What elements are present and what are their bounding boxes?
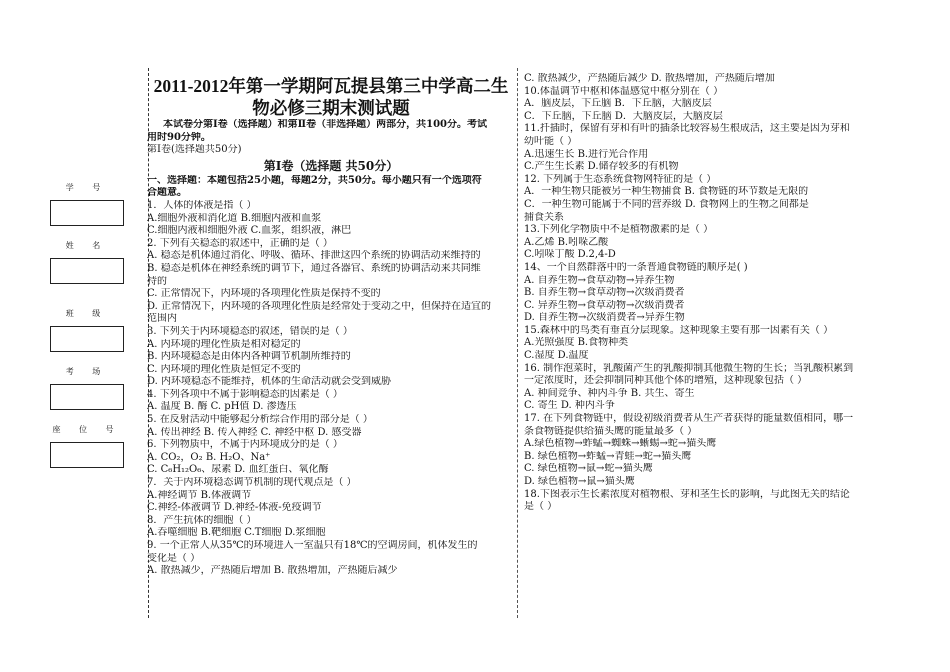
section-one-intro-cont: 合题意。 bbox=[147, 187, 187, 199]
question-line: C.湿度 D.温度 bbox=[524, 350, 589, 362]
question-line: D. 内环境稳态不能维持，机体的生命活动就会受到威胁 bbox=[147, 376, 392, 388]
question-line: A. 散热减少，产热随后增加 B. 散热增加，产热随后减少 bbox=[147, 565, 398, 577]
question-line: 9. 一个正常人从35℃的环境进入一室温只有18℃的空调房间，机体发生的 bbox=[147, 540, 478, 551]
question-line: 16. 制作泡菜时，乳酸菌产生的乳酸抑制其他微生物的生长；当乳酸积累到 bbox=[524, 362, 854, 374]
question-line: 7．关于内环境稳态调节机制的现代观点是（ ） bbox=[147, 477, 357, 489]
class-field bbox=[50, 308, 124, 352]
question-line: D. 绿色植物→鼠→猫头鹰 bbox=[524, 476, 635, 487]
seat-no-label: 座 位 号 bbox=[52, 425, 122, 434]
exam-room-field bbox=[50, 366, 124, 410]
instructions-line-2: 用时90分钟。 bbox=[147, 131, 211, 143]
question-line: A. 自养生物→食草动物→异养生物 bbox=[524, 274, 675, 286]
name-label: 姓 名 bbox=[65, 241, 109, 250]
class-box[interactable] bbox=[50, 326, 124, 352]
class-label: 班 级 bbox=[65, 309, 109, 318]
question-line: 5. 在反射活动中能够起分析综合作用的部分是（ ） bbox=[147, 414, 373, 426]
question-line: 1．人体的体液是指（ ） bbox=[147, 199, 257, 211]
question-line: 8．产生抗体的细胞（ ） bbox=[147, 514, 257, 526]
question-line: A.乙烯 B.吲哚乙酸 bbox=[524, 236, 609, 248]
question-line: C.产生生长素 D.储存较多的有机物 bbox=[524, 161, 679, 173]
instructions-line-1: 本试卷分第Ⅰ卷（选择题）和第Ⅱ卷（非选择题）两部分，共100分。考试 bbox=[163, 119, 487, 130]
question-line: A. 种间竞争、种内斗争 B. 共生、寄生 bbox=[524, 387, 695, 399]
question-line: A. 内环境的理化性质是相对稳定的 bbox=[147, 338, 301, 350]
column-divider bbox=[517, 68, 518, 618]
question-line: C. 绿色植物→鼠→蛇→猫头鹰 bbox=[524, 463, 653, 475]
question-line: 11.扦插时，保留有芽和有叶的插条比较容易生根成活，这主要是因为芽和 bbox=[524, 123, 850, 135]
exam-room-label: 考 场 bbox=[65, 367, 109, 376]
part-one-note: 第Ⅰ卷(选择题共50分) bbox=[147, 144, 242, 156]
binding-margin bbox=[40, 68, 134, 616]
student-id-label: 学 号 bbox=[65, 183, 109, 192]
question-line: 捕食关系 bbox=[524, 211, 564, 223]
question-line: A.吞噬细胞 B.靶细胞 C.T细胞 D.浆细胞 bbox=[147, 527, 326, 539]
question-line: A.神经调节 B.体液调节 bbox=[147, 489, 252, 501]
question-line: A.绿色植物→蚱蜢→蜘蛛→蜥蜴→蛇→猫头鹰 bbox=[524, 438, 717, 450]
question-line: 一定浓度时，还会抑制同种其他个体的增殖，这种现象包括（ ） bbox=[524, 375, 808, 387]
section-one-intro: 一、选择题：本题包括25小题，每题2分，共50分。每小题只有一个选项符 bbox=[147, 174, 482, 186]
question-line: A. CO₂，O₂ B. H₂O、Na⁺ bbox=[147, 451, 271, 463]
question-line: B. 稳态是机体在神经系统的调节下，通过各器官、系统的协调活动来共同维 bbox=[147, 262, 481, 274]
question-line: 6. 下列物质中，不属于内环境成分的是（ ） bbox=[147, 439, 343, 451]
question-line: C．一种生物可能属于不同的营养级 D. 食物网上的生物之间都是 bbox=[524, 198, 809, 210]
question-line: C.细胞内液和细胞外液 C.血浆，组织液，淋巴 bbox=[147, 225, 352, 237]
question-line: 持的 bbox=[147, 275, 167, 287]
question-line: A.光照强度 B.食物种类 bbox=[524, 337, 629, 349]
question-line: A. 传出神经 B. 传入神经 C. 神经中枢 D. 感受器 bbox=[147, 426, 362, 438]
question-line: C．下丘脑，下丘脑 D．大脑皮层，大脑皮层 bbox=[524, 110, 723, 122]
exam-title-line-1: 2011-2012年第一学期阿瓦提县第三中学高二生 bbox=[153, 76, 509, 96]
question-line: 18.下图表示生长素浓度对植物根、芽和茎生长的影响，与此图无关的结论 bbox=[524, 488, 850, 500]
question-line: C.神经-体液调节 D.神经-体液-免疫调节 bbox=[147, 502, 322, 514]
right-column bbox=[524, 73, 894, 514]
question-line: C.吲哚丁酸 D.2,4-D bbox=[524, 249, 616, 261]
question-line: D. 自养生物→次级消费者→异养生物 bbox=[524, 312, 685, 324]
question-line: 幼叶能（ ） bbox=[524, 135, 578, 147]
exam-room-box[interactable] bbox=[50, 384, 124, 410]
question-line: C. 寄生 D. 种内斗争 bbox=[524, 400, 615, 412]
question-line: A.迅速生长 B.进行光合作用 bbox=[524, 148, 649, 160]
question-line: A.细胞外液和消化道 B.细胞内液和血浆 bbox=[147, 212, 322, 224]
question-line: 变化是（ ） bbox=[147, 552, 201, 564]
name-field bbox=[50, 240, 124, 284]
question-line: B. 自养生物→食草动物→次级消费者 bbox=[524, 287, 685, 299]
question-line: 17. 在下列食物链中，假设初级消费者从生产者获得的能量数值相同，哪一 bbox=[524, 413, 854, 425]
question-line: D. 正常情况下，内环境的各项理化性质是经常处于变动之中，但保持在适宜的 bbox=[147, 300, 492, 312]
seat-no-box[interactable] bbox=[50, 442, 124, 468]
question-line: 是（ ） bbox=[524, 501, 558, 513]
question-line: 3. 下列关于内环境稳态的叙述，错误的是（ ） bbox=[147, 325, 353, 337]
question-line: 2. 下列有关稳态的叙述中，正确的是（ ） bbox=[147, 237, 333, 249]
question-line: 10.体温调节中枢和体温感觉中枢分别在（ ） bbox=[524, 85, 724, 97]
seat-no-field bbox=[50, 424, 124, 468]
part-one-heading: 第Ⅰ卷（选择题 共50分） bbox=[263, 158, 399, 173]
question-line: 条食物链提供给猫头鹰的能量最多（ ） bbox=[524, 425, 698, 437]
question-line: A. 稳态是机体通过消化、呼吸、循环、排泄这四个系统的协调活动来维持的 bbox=[147, 250, 481, 262]
question-line: 4. 下列各项中不属于影响稳态的因素是（ ） bbox=[147, 388, 343, 400]
left-column bbox=[147, 73, 515, 578]
question-line: C. C₆H₁₂O₆、尿素 D. 血红蛋白、氧化酶 bbox=[147, 464, 329, 476]
question-line: A．一种生物只能被另一种生物捕食 B. 食物链的环节数是无限的 bbox=[524, 186, 809, 198]
question-line: C. 异养生物→食草动物→次级消费者 bbox=[524, 299, 685, 311]
question-line: C. 内环境的理化性质是恒定不变的 bbox=[147, 363, 301, 375]
exam-title-line-2: 物必修三期末测试题 bbox=[252, 98, 410, 118]
question-line: 14、一个自然群落中的一条普通食物链的顺序是( ) bbox=[524, 261, 748, 273]
question-line: A. 温度 B. 酶 C. pH值 D. 渗透压 bbox=[147, 401, 297, 413]
question-line: 12. 下列属于生态系统食物网特征的是（ ） bbox=[524, 173, 717, 185]
question-line: A．脑皮层，下丘脑 B．下丘脑，大脑皮层 bbox=[524, 98, 712, 110]
question-line: C. 正常情况下，内环境的各项理化性质是保持不变的 bbox=[147, 288, 381, 300]
student-id-field bbox=[50, 182, 124, 226]
question-line: B. 内环境稳态是由体内各种调节机制所维持的 bbox=[147, 351, 351, 363]
question-line: C. 散热减少，产热随后减少 D. 散热增加，产热随后增加 bbox=[524, 73, 775, 84]
question-line: B. 绿色植物→蚱蜢→青蛙→蛇→猫头鹰 bbox=[524, 450, 692, 462]
question-line: 15.森林中的鸟类有垂直分层现象。这种现象主要有那一因素有关（ ） bbox=[524, 324, 834, 336]
question-line: 13.下列化学物质中不是植物激素的是（ ） bbox=[524, 224, 714, 236]
question-line: 范围内 bbox=[147, 313, 177, 325]
name-box[interactable] bbox=[50, 258, 124, 284]
student-id-box[interactable] bbox=[50, 200, 124, 226]
